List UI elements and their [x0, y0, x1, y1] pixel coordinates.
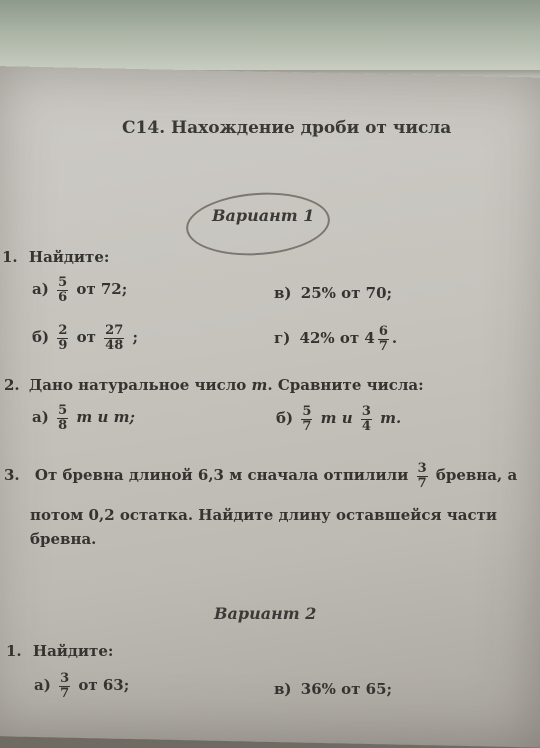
item-mark: б) — [276, 409, 294, 428]
numerator: 5 — [58, 275, 68, 290]
variant2-label: Вариант 2 — [214, 604, 317, 623]
task1-item-a — [32, 276, 127, 304]
task2-item-b — [276, 405, 401, 433]
fraction — [378, 325, 389, 353]
item-text: 25% от 70; — [300, 284, 393, 302]
v2-task1-heading: Найдите: — [32, 642, 114, 660]
numerator: 5 — [58, 403, 68, 418]
numerator: 3 — [361, 404, 371, 419]
task1-item-g — [274, 325, 397, 353]
numerator: 6 — [378, 324, 388, 339]
item-text: от 63; — [78, 676, 130, 695]
task2-heading-end: . Сравните числа: — [267, 376, 424, 394]
task3-number: 3. — [4, 466, 20, 485]
item-text: 42% от 4 — [299, 329, 375, 348]
item-mark: в) — [274, 284, 292, 302]
fraction — [57, 404, 68, 432]
item-text: от — [76, 328, 96, 347]
task2-header — [4, 376, 424, 394]
item-text: m и — [320, 409, 353, 428]
v2-task1-number: 1. — [6, 642, 22, 660]
fraction — [59, 672, 70, 700]
task2-number: 2. — [4, 376, 20, 394]
numerator: 27 — [105, 323, 124, 338]
task3-line2: потом 0,2 остатка. Найдите длину оставшейся части — [30, 506, 498, 524]
item-text: m. — [380, 409, 402, 428]
item-mark: а) — [32, 280, 49, 299]
task1-header — [2, 248, 109, 266]
v2-task1-item-v — [274, 680, 392, 698]
denominator: 7 — [60, 685, 70, 701]
numerator: 3 — [417, 461, 427, 476]
item-mark: в) — [274, 680, 292, 698]
denominator: 4 — [361, 418, 371, 434]
fraction — [301, 405, 312, 433]
numerator: 3 — [60, 671, 70, 686]
fraction — [57, 324, 68, 352]
task3-text: От бревна длиной 6,3 м сначала отпилили — [34, 466, 409, 485]
item-text: . — [391, 329, 398, 348]
task1-item-b — [32, 324, 138, 352]
fraction — [417, 462, 428, 490]
task1-number: 1. — [2, 248, 18, 266]
task1-item-v — [274, 284, 392, 302]
task2-heading: Дано натуральное число — [28, 376, 247, 394]
denominator: 7 — [302, 418, 312, 434]
item-mark: г) — [274, 329, 291, 348]
denominator: 7 — [417, 475, 427, 491]
v2-task1-header — [6, 642, 113, 660]
numerator: 2 — [58, 323, 68, 338]
denominator: 7 — [378, 338, 388, 354]
numerator: 5 — [302, 404, 312, 419]
item-mark: а) — [34, 676, 51, 695]
variable-m: m — [251, 376, 268, 394]
denominator: 48 — [105, 337, 124, 353]
v2-task1-item-a — [34, 672, 129, 700]
variant1-label: Вариант 1 — [212, 206, 315, 225]
denominator: 6 — [58, 289, 68, 305]
fraction — [361, 405, 372, 433]
fraction — [104, 324, 124, 352]
task3-text-end: бревна, а — [435, 466, 518, 485]
item-text: m и m; — [76, 408, 135, 427]
denominator: 8 — [58, 417, 68, 433]
page-title: С14. Нахождение дроби от числа — [122, 118, 452, 138]
task1-heading: Найдите: — [28, 248, 110, 266]
task3-line3: бревна. — [30, 530, 97, 548]
fraction — [57, 276, 68, 304]
item-mark: б) — [32, 328, 50, 347]
task3-line1 — [4, 462, 517, 490]
item-text: ; — [132, 328, 139, 347]
task2-item-a — [32, 404, 135, 432]
denominator: 9 — [58, 337, 68, 353]
item-text: от 72; — [76, 280, 128, 299]
item-text: 36% от 65; — [300, 680, 393, 698]
item-mark: а) — [32, 408, 49, 427]
